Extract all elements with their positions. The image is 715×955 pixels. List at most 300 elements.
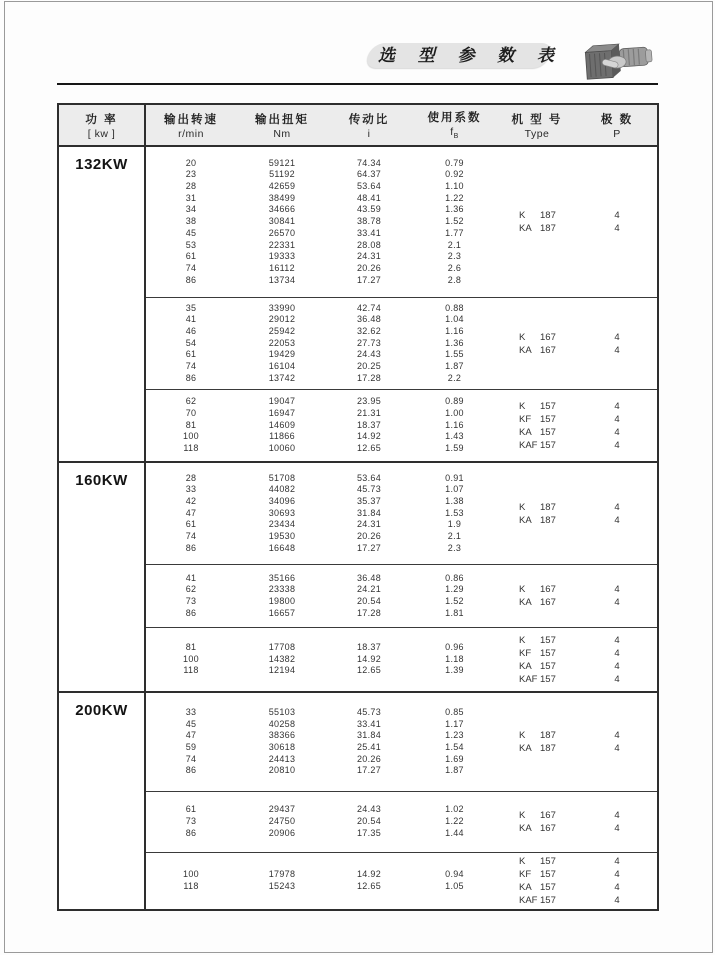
output-torque-value: 12194 xyxy=(268,665,296,676)
poles-value: 4 xyxy=(614,810,620,821)
ratio-value: 14.92 xyxy=(356,869,382,880)
ratio-value: 45.73 xyxy=(356,706,382,717)
table-row xyxy=(144,420,497,432)
service-factor-value: 1.87 xyxy=(445,765,464,776)
output-speed-value: 33 xyxy=(185,484,197,495)
model-rows xyxy=(497,400,657,452)
output-speed-value: 70 xyxy=(185,407,197,418)
model-type xyxy=(497,331,577,344)
output-torque-value: 19047 xyxy=(268,396,296,407)
service-factor-value: 0.79 xyxy=(445,157,464,168)
model-row xyxy=(497,596,657,609)
service-factor-value: 1.52 xyxy=(445,216,464,227)
model-type xyxy=(497,439,577,452)
data-block xyxy=(144,564,657,627)
service-factor-value: 0.91 xyxy=(445,472,464,483)
ratio-value: 24.43 xyxy=(356,804,382,815)
service-factor-value: 1.53 xyxy=(445,507,464,518)
table-body xyxy=(59,147,657,909)
output-torque-value: 13742 xyxy=(268,372,296,383)
output-speed-value: 74 xyxy=(185,531,197,542)
output-speed-value: 28 xyxy=(185,472,197,483)
output-torque-value: 14609 xyxy=(268,419,296,430)
output-speed-value: 45 xyxy=(185,227,197,238)
poles-value: 4 xyxy=(614,584,620,595)
table-row xyxy=(144,730,497,742)
table-row xyxy=(144,642,497,654)
output-speed-value: 47 xyxy=(185,507,197,518)
service-factor-value: 2.2 xyxy=(447,372,462,383)
ratio-value: 35.37 xyxy=(356,495,382,506)
model-rows xyxy=(497,729,657,755)
model-prefix: K xyxy=(519,210,526,221)
model-number: 167 xyxy=(540,584,556,595)
model-type xyxy=(497,413,577,426)
ratio-value: 20.26 xyxy=(356,531,382,542)
poles-value: 4 xyxy=(614,647,620,659)
section-blocks xyxy=(144,463,657,691)
service-factor-value: 1.39 xyxy=(445,665,464,676)
model-number: 157 xyxy=(540,634,556,646)
model-type xyxy=(497,881,577,894)
ratio-value: 17.27 xyxy=(356,274,382,285)
output-torque-value: 30618 xyxy=(268,742,296,752)
model-rows xyxy=(497,855,657,907)
ratio-value: 45.73 xyxy=(356,484,382,495)
model-type xyxy=(497,868,577,881)
output-speed-value: 100 xyxy=(183,653,199,664)
model-row xyxy=(497,209,657,222)
output-speed-value: 73 xyxy=(185,816,197,827)
output-speed-value: 59 xyxy=(185,742,197,752)
output-torque-value: 19429 xyxy=(268,349,296,360)
model-prefix: KA xyxy=(519,823,532,834)
output-speed-value: 86 xyxy=(185,542,197,553)
poles-value: 4 xyxy=(614,223,620,234)
ratio-value: 24.31 xyxy=(356,251,382,262)
output-speed-value: 47 xyxy=(185,730,197,741)
table-row xyxy=(144,484,497,496)
poles-value: 4 xyxy=(614,730,620,741)
numeric-rows xyxy=(144,869,497,892)
poles-value: 4 xyxy=(614,210,620,221)
poles-value: 4 xyxy=(614,856,620,867)
output-torque-value: 16104 xyxy=(268,361,296,372)
ratio-value: 24.43 xyxy=(356,349,382,360)
power-section xyxy=(59,461,657,691)
service-factor-value: 1.59 xyxy=(445,443,464,454)
ratio-value: 17.28 xyxy=(356,607,382,618)
ratio-value: 64.37 xyxy=(356,169,382,180)
model-row xyxy=(497,894,657,907)
table-row xyxy=(144,338,497,350)
model-rows xyxy=(497,809,657,835)
output-speed-value: 33 xyxy=(185,706,197,717)
header-poles: 极 数 P xyxy=(600,113,634,140)
service-factor-value: 1.55 xyxy=(445,349,464,360)
model-prefix: KA xyxy=(519,743,532,754)
ratio-value: 17.27 xyxy=(356,542,382,553)
model-row xyxy=(497,660,657,673)
model-type xyxy=(497,426,577,439)
poles-value: 4 xyxy=(614,501,620,513)
model-prefix: KF xyxy=(519,413,532,425)
section-blocks xyxy=(144,147,657,461)
model-prefix: KA xyxy=(519,882,532,893)
ratio-value: 42.74 xyxy=(356,302,382,313)
table-row xyxy=(144,204,497,216)
table-row xyxy=(144,193,497,205)
table-row xyxy=(144,869,497,881)
output-torque-value: 24750 xyxy=(268,816,296,827)
model-number: 167 xyxy=(540,823,556,834)
table-row xyxy=(144,765,497,777)
table-row xyxy=(144,216,497,228)
numeric-rows xyxy=(144,804,497,839)
output-torque-value: 20906 xyxy=(268,827,296,838)
ratio-value: 23.95 xyxy=(356,396,382,407)
output-speed-value: 41 xyxy=(185,314,197,325)
model-type xyxy=(497,855,577,868)
table-row xyxy=(144,584,497,596)
output-torque-value: 16112 xyxy=(269,262,295,273)
poles-value: 4 xyxy=(614,400,620,412)
output-torque-value: 51192 xyxy=(269,169,295,180)
model-number: 187 xyxy=(540,223,556,234)
table-row xyxy=(144,303,497,315)
poles-value: 4 xyxy=(614,673,620,685)
output-torque-value: 25942 xyxy=(268,325,296,336)
output-speed-value: 42 xyxy=(185,495,197,506)
header-rule xyxy=(57,83,658,85)
table-row xyxy=(144,251,497,263)
model-type xyxy=(497,647,577,660)
model-number: 167 xyxy=(540,331,556,343)
output-torque-value: 17708 xyxy=(268,641,296,652)
service-factor-value: 1.00 xyxy=(445,407,464,418)
ratio-value: 43.59 xyxy=(356,204,382,215)
model-rows xyxy=(497,583,657,609)
service-factor-value: 0.94 xyxy=(445,869,464,880)
ratio-value: 74.34 xyxy=(356,157,382,168)
ratio-value: 33.41 xyxy=(356,718,382,729)
table-row xyxy=(144,396,497,408)
table-row xyxy=(144,361,497,373)
ratio-value: 18.37 xyxy=(356,641,382,652)
model-number: 157 xyxy=(540,660,556,672)
model-type xyxy=(497,673,577,686)
poles-value: 4 xyxy=(614,597,620,608)
model-number: 157 xyxy=(540,413,556,425)
output-torque-value: 26570 xyxy=(268,227,296,238)
model-rows xyxy=(497,634,657,686)
section-blocks xyxy=(144,693,657,909)
table-row xyxy=(144,828,497,840)
output-speed-value: 46 xyxy=(185,325,197,336)
table-row xyxy=(144,665,497,677)
power-section xyxy=(59,691,657,909)
output-speed-value: 100 xyxy=(183,869,199,880)
model-prefix: KA xyxy=(519,597,532,608)
output-speed-value: 31 xyxy=(185,192,197,203)
model-row xyxy=(497,881,657,894)
output-torque-value: 22331 xyxy=(268,239,296,250)
model-row xyxy=(497,583,657,596)
output-torque-value: 51708 xyxy=(268,472,296,483)
model-prefix: K xyxy=(519,730,526,741)
service-factor-value: 1.69 xyxy=(445,753,464,764)
model-type xyxy=(497,809,577,822)
model-type xyxy=(497,400,577,413)
ratio-value: 21.31 xyxy=(356,407,382,418)
output-torque-value: 10060 xyxy=(268,443,296,454)
output-torque-value: 16657 xyxy=(268,607,296,618)
service-factor-value: 1.54 xyxy=(445,742,464,752)
output-speed-value: 86 xyxy=(185,607,197,618)
output-torque-value: 33990 xyxy=(268,302,296,313)
numeric-rows xyxy=(144,158,497,287)
header-output-speed: 输出转速 r/min xyxy=(164,113,218,140)
output-torque-value: 59121 xyxy=(268,157,296,168)
ratio-value: 18.37 xyxy=(356,419,382,430)
service-factor-value: 1.07 xyxy=(445,484,464,495)
header-type: 机 型 号 Type xyxy=(511,113,563,140)
service-factor-value: 1.05 xyxy=(445,881,464,891)
output-torque-value: 19800 xyxy=(268,596,296,606)
numeric-rows xyxy=(144,303,497,385)
model-prefix: KAF xyxy=(519,673,538,685)
ratio-value: 31.84 xyxy=(356,507,382,518)
output-torque-value: 29012 xyxy=(268,314,296,325)
header-power: 功 率 [ kw ] xyxy=(85,113,118,140)
output-torque-value: 30693 xyxy=(268,507,296,518)
model-type xyxy=(497,209,577,222)
data-block xyxy=(144,463,657,564)
poles-value: 4 xyxy=(614,413,620,425)
model-row xyxy=(497,647,657,660)
model-row xyxy=(497,868,657,881)
poles-value: 4 xyxy=(614,823,620,834)
model-type xyxy=(497,634,577,647)
table-row xyxy=(144,326,497,338)
service-factor-value: 2.1 xyxy=(447,239,462,250)
gearmotor-photo-icon xyxy=(584,40,654,80)
output-torque-value: 20810 xyxy=(268,765,296,776)
table-row xyxy=(144,431,497,443)
model-prefix: K xyxy=(519,634,526,646)
ratio-value: 20.26 xyxy=(356,262,382,273)
output-speed-value: 54 xyxy=(185,337,197,348)
table-row xyxy=(144,804,497,816)
model-prefix: KA xyxy=(519,426,532,438)
service-factor-value: 1.22 xyxy=(445,816,464,827)
model-number: 157 xyxy=(540,439,556,451)
selection-parameter-table xyxy=(57,103,659,911)
model-number: 187 xyxy=(540,730,556,741)
model-type xyxy=(497,596,577,609)
output-speed-value: 86 xyxy=(185,372,197,383)
model-number: 167 xyxy=(540,810,556,821)
service-factor-value: 1.43 xyxy=(445,431,464,442)
model-number: 187 xyxy=(540,743,556,754)
ratio-value: 31.84 xyxy=(356,730,382,741)
output-speed-value: 34 xyxy=(185,204,197,215)
output-speed-value: 86 xyxy=(185,765,197,776)
model-row xyxy=(497,426,657,439)
model-row xyxy=(497,855,657,868)
model-prefix: K xyxy=(519,331,526,343)
table-row xyxy=(144,349,497,361)
numeric-rows xyxy=(144,473,497,555)
poles-value: 4 xyxy=(614,331,620,343)
output-torque-value: 13734 xyxy=(268,274,296,285)
model-prefix: KA xyxy=(519,344,532,356)
output-torque-value: 16648 xyxy=(268,542,296,553)
model-prefix: KA xyxy=(519,223,532,234)
output-speed-value: 74 xyxy=(185,361,197,372)
ratio-value: 38.78 xyxy=(356,216,382,227)
output-torque-value: 19333 xyxy=(268,251,296,262)
output-torque-value: 35166 xyxy=(268,572,296,583)
output-speed-value: 74 xyxy=(185,753,197,764)
ratio-value: 24.31 xyxy=(356,519,382,530)
output-speed-value: 74 xyxy=(185,262,197,273)
service-factor-value: 1.77 xyxy=(445,227,464,238)
output-speed-value: 53 xyxy=(185,239,197,250)
service-factor-value: 1.38 xyxy=(445,495,464,506)
output-torque-value: 38366 xyxy=(268,730,296,741)
table-row xyxy=(144,408,497,420)
output-speed-value: 62 xyxy=(185,396,197,407)
page-title: 选 型 参 数 表 xyxy=(378,46,563,65)
model-prefix: K xyxy=(519,584,526,595)
table-row xyxy=(144,496,497,508)
poles-value: 4 xyxy=(614,426,620,438)
output-torque-value: 42659 xyxy=(268,181,296,192)
service-factor-value: 1.9 xyxy=(447,519,462,530)
model-prefix: K xyxy=(519,400,526,412)
output-torque-value: 29437 xyxy=(268,804,296,815)
power-label: 160KW xyxy=(75,472,128,489)
poles-value: 4 xyxy=(614,869,620,880)
numeric-rows xyxy=(144,396,497,454)
service-factor-value: 1.10 xyxy=(445,181,464,192)
data-block xyxy=(144,852,657,909)
output-torque-value: 14382 xyxy=(268,653,296,664)
ratio-value: 14.92 xyxy=(356,431,382,442)
service-factor-value: 1.16 xyxy=(445,325,464,336)
table-row xyxy=(144,443,497,455)
model-row xyxy=(497,514,657,527)
model-number: 157 xyxy=(540,400,556,412)
output-speed-value: 62 xyxy=(185,584,197,595)
output-torque-value: 38499 xyxy=(268,192,296,203)
model-number: 157 xyxy=(540,647,556,659)
service-factor-value: 1.44 xyxy=(445,827,464,838)
output-torque-value: 23434 xyxy=(268,519,296,530)
table-row xyxy=(144,816,497,828)
poles-value: 4 xyxy=(614,344,620,356)
output-speed-value: 100 xyxy=(183,431,199,442)
output-speed-value: 118 xyxy=(183,665,199,676)
header-output-torque: 输出扭矩 Nm xyxy=(255,113,309,140)
ratio-value: 27.73 xyxy=(356,337,382,348)
ratio-value: 12.65 xyxy=(356,881,382,891)
model-number: 157 xyxy=(540,895,556,906)
model-rows xyxy=(497,501,657,527)
output-speed-value: 61 xyxy=(185,519,197,530)
output-torque-value: 30841 xyxy=(268,216,296,227)
model-row xyxy=(497,742,657,755)
ratio-value: 48.41 xyxy=(356,192,382,203)
model-number: 157 xyxy=(540,882,556,893)
model-number: 167 xyxy=(540,344,556,356)
ratio-value: 28.08 xyxy=(356,239,382,250)
output-torque-value: 19530 xyxy=(268,531,296,542)
model-prefix: KF xyxy=(519,647,532,659)
table-row xyxy=(144,240,497,252)
model-row xyxy=(497,331,657,344)
poles-value: 4 xyxy=(614,439,620,451)
output-torque-value: 55103 xyxy=(268,706,296,717)
model-row xyxy=(497,809,657,822)
data-block xyxy=(144,791,657,852)
table-row xyxy=(144,228,497,240)
service-factor-value: 1.36 xyxy=(445,337,464,348)
service-factor-value: 1.04 xyxy=(445,314,464,325)
model-row xyxy=(497,439,657,452)
output-speed-value: 118 xyxy=(183,881,199,891)
poles-value: 4 xyxy=(614,895,620,906)
ratio-value: 53.64 xyxy=(356,472,382,483)
ratio-value: 32.62 xyxy=(356,325,382,336)
model-rows xyxy=(497,209,657,235)
output-speed-value: 61 xyxy=(185,251,197,262)
output-speed-value: 28 xyxy=(185,181,197,192)
table-row xyxy=(144,169,497,181)
output-torque-value: 40258 xyxy=(268,718,296,729)
service-factor-value: 2.6 xyxy=(447,262,462,273)
table-row xyxy=(144,719,497,731)
service-factor-value: 0.96 xyxy=(445,641,464,652)
service-factor-value: 2.3 xyxy=(447,251,462,262)
poles-value: 4 xyxy=(614,882,620,893)
output-torque-value: 34666 xyxy=(268,204,296,215)
ratio-value: 14.92 xyxy=(356,653,382,664)
output-speed-value: 73 xyxy=(185,596,197,606)
model-prefix: K xyxy=(519,856,526,867)
output-torque-value: 16947 xyxy=(268,407,296,418)
model-number: 167 xyxy=(540,597,556,608)
model-prefix: KF xyxy=(519,869,532,880)
service-factor-value: 1.22 xyxy=(445,192,464,203)
model-number: 157 xyxy=(540,673,556,685)
data-block xyxy=(144,147,657,297)
model-prefix: KAF xyxy=(519,895,538,906)
service-factor-value: 2.8 xyxy=(447,274,462,285)
model-prefix: K xyxy=(519,501,526,513)
numeric-rows xyxy=(144,707,497,777)
data-block xyxy=(144,693,657,791)
service-factor-value: 0.88 xyxy=(445,302,464,313)
model-number: 157 xyxy=(540,426,556,438)
output-speed-value: 38 xyxy=(185,216,197,227)
model-type xyxy=(497,894,577,907)
model-row xyxy=(497,222,657,235)
ratio-value: 20.54 xyxy=(356,816,382,827)
model-type xyxy=(497,344,577,357)
numeric-rows xyxy=(144,573,497,620)
